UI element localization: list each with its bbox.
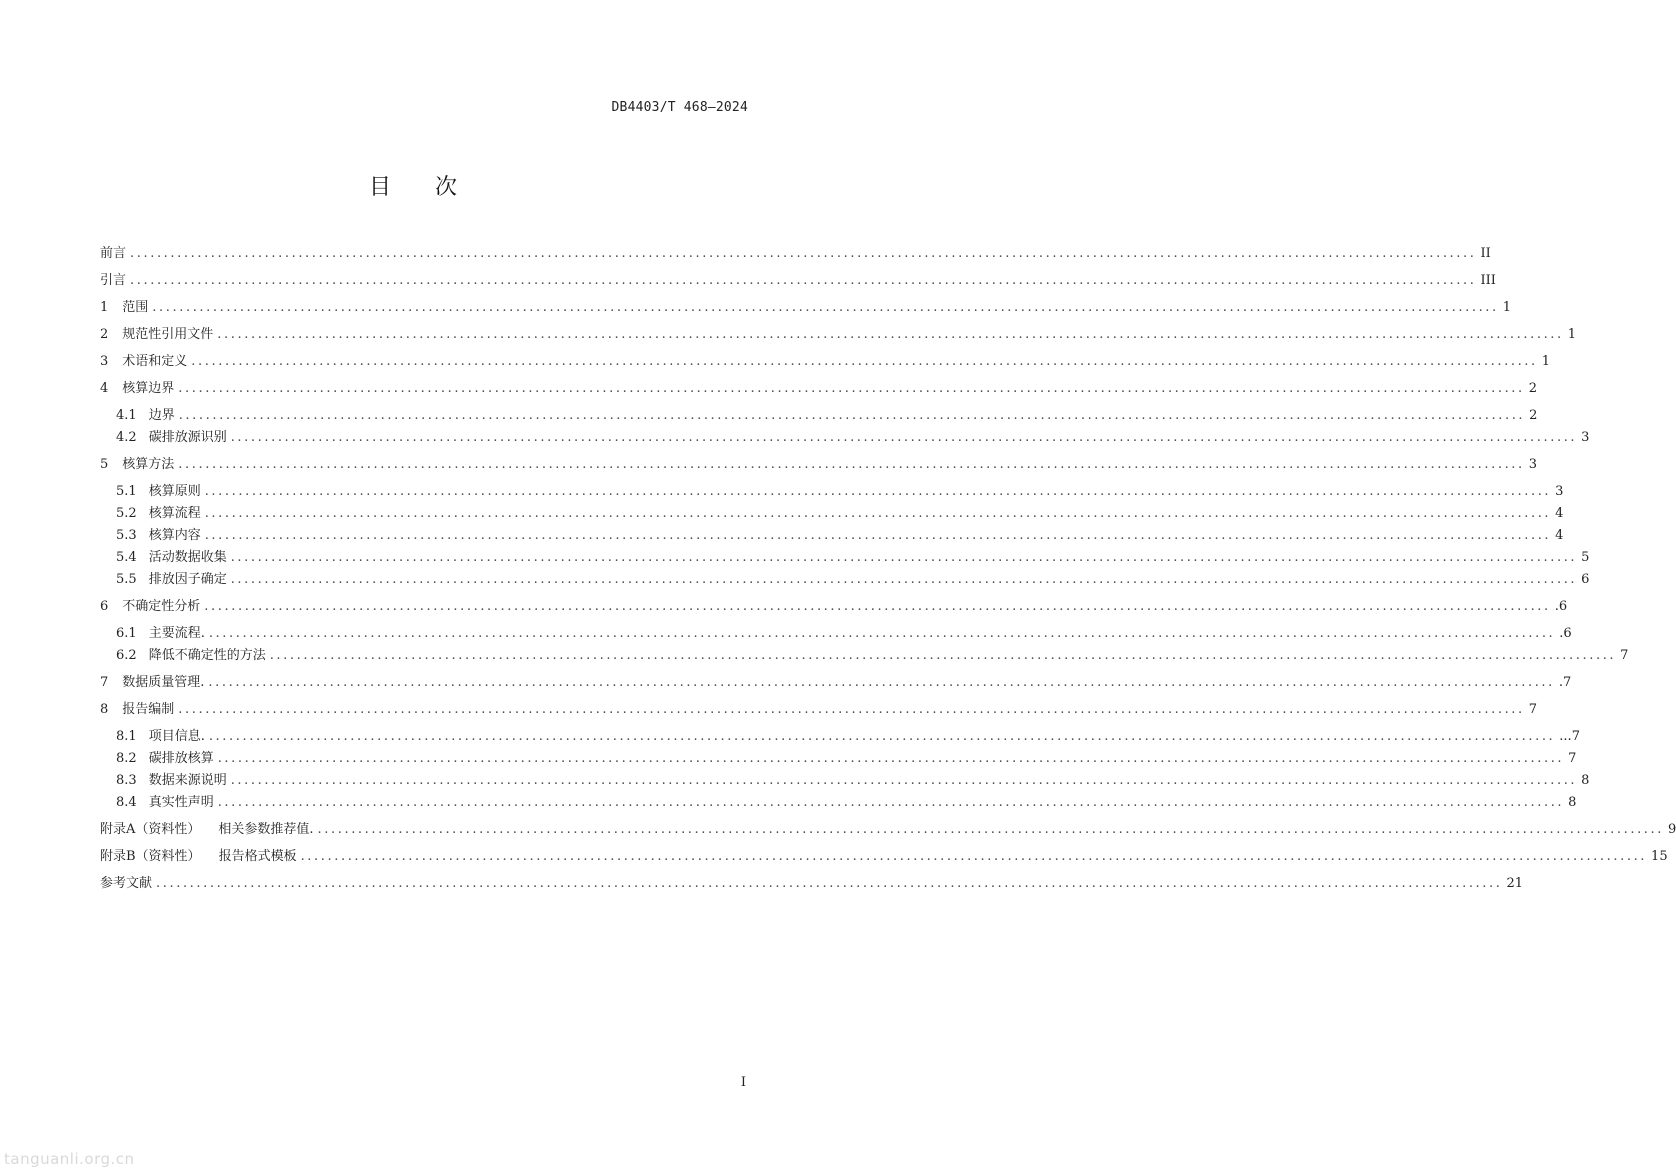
toc-leader-dots: ........................................................................................................................................................................................................ xyxy=(204,528,1552,543)
toc-entry-label: 相关参数推荐值. xyxy=(218,822,314,837)
document-code: DB4403/T 468—2024 xyxy=(611,100,748,115)
toc-leader-dots: ........................................................................................................................................................................................................ xyxy=(317,822,1664,837)
toc-entry-number: 8.3 xyxy=(116,773,137,788)
toc-entry[interactable] xyxy=(100,700,1538,720)
toc-entry[interactable] xyxy=(100,847,1668,867)
toc-entry[interactable] xyxy=(116,504,1564,524)
toc-entry[interactable] xyxy=(116,428,1590,448)
toc-leader-dots: ........................................................................................................................................................................................................ xyxy=(217,795,1565,810)
toc-entry[interactable] xyxy=(100,325,1577,345)
toc-leader-dots: ........................................................................................................................................................................................................ xyxy=(178,381,1525,396)
toc-leader-dots: ........................................................................................................................................................................................................ xyxy=(204,506,1552,521)
toc-entry-page: 2 xyxy=(1528,381,1538,396)
toc-entry-page: III xyxy=(1480,273,1496,288)
toc-leader-dots: ........................................................................................................................................................................................................ xyxy=(130,246,1477,261)
toc-entry-page: 9 xyxy=(1668,822,1676,837)
toc-entry-page: 7 xyxy=(1620,648,1629,663)
toc-entry-label: 核算内容 xyxy=(148,528,201,543)
toc-entry-page: 2 xyxy=(1529,408,1538,423)
toc-entry[interactable] xyxy=(100,352,1551,372)
toc-entry-label: 不确定性分析 xyxy=(122,599,201,614)
toc-entry-label: 主要流程. xyxy=(148,626,205,641)
toc-entry-number: 6.2 xyxy=(116,648,137,663)
toc-entry[interactable] xyxy=(116,526,1564,546)
toc-entry-label: 规范性引用文件 xyxy=(122,327,214,342)
toc-leader-dots: ........................................................................................................................................................................................................ xyxy=(208,626,1556,641)
toc-entry-label: 引言 xyxy=(100,273,127,288)
toc-entry-number: 6.1 xyxy=(116,626,137,641)
toc-entry-number: 6 xyxy=(100,599,109,614)
toc-entry[interactable] xyxy=(116,482,1564,502)
toc-entry-label: 核算原则 xyxy=(148,484,201,499)
toc-entry-number: 8.1 xyxy=(116,729,137,744)
toc-entry-number: 8 xyxy=(100,702,109,717)
toc-entry-label: 核算流程 xyxy=(148,506,201,521)
toc-entry[interactable] xyxy=(116,624,1572,644)
toc-entry[interactable] xyxy=(116,406,1538,426)
toc-entry-label: 项目信息. xyxy=(148,729,205,744)
toc-entry-label: 报告格式模板 xyxy=(218,849,297,864)
toc-entry-number: 7 xyxy=(100,675,109,690)
toc-entry-number: 3 xyxy=(100,354,109,369)
title-char-2: 次 xyxy=(435,175,458,200)
toc-entry-page: .6 xyxy=(1554,599,1568,614)
toc-entry-number: 4.1 xyxy=(116,408,137,423)
watermark: tanguanli.org.cn xyxy=(4,1150,135,1168)
toc-entry-label: 活动数据收集 xyxy=(148,550,227,565)
toc-entry-label: 数据质量管理. xyxy=(122,675,205,690)
toc-entry-page: 5 xyxy=(1581,550,1590,565)
title-char-1: 目 xyxy=(368,175,391,200)
toc-leader-dots: ........................................................................................................................................................................................................ xyxy=(152,300,1499,315)
toc-entry-page: ...7 xyxy=(1559,729,1580,744)
toc-entry-page: II xyxy=(1480,246,1491,261)
toc-leader-dots: ........................................................................................................................................................................................................ xyxy=(217,327,1564,342)
toc-entry-label: 碳排放核算 xyxy=(148,751,214,766)
toc-leader-dots: ........................................................................................................................................................................................................ xyxy=(204,484,1552,499)
toc-entry[interactable] xyxy=(100,820,1676,840)
toc-entry-page: 6 xyxy=(1581,572,1590,587)
toc-entry-page: 7 xyxy=(1568,751,1577,766)
toc-leader-dots: ........................................................................................................................................................................................................ xyxy=(230,430,1578,445)
toc-leader-dots: ........................................................................................................................................................................................................ xyxy=(191,354,1538,369)
toc-entry-page: 3 xyxy=(1528,457,1538,472)
toc-entry[interactable] xyxy=(116,749,1577,769)
toc-entry-number: 5 xyxy=(100,457,109,472)
toc-entry-page: 8 xyxy=(1581,773,1590,788)
toc-leader-dots: ........................................................................................................................................................................................................ xyxy=(269,648,1617,663)
toc-entry-page: .6 xyxy=(1559,626,1572,641)
toc-leader-dots: ........................................................................................................................................................................................................ xyxy=(156,876,1503,891)
toc-leader-dots: ........................................................................................................................................................................................................ xyxy=(178,457,1525,472)
toc-entry-page: 15 xyxy=(1651,849,1668,864)
toc-entry-page: 1 xyxy=(1541,354,1551,369)
toc-entry-number: 5.1 xyxy=(116,484,137,499)
toc-entry-label: 核算边界 xyxy=(122,381,175,396)
toc-entry-page: 3 xyxy=(1555,484,1564,499)
toc-entry-page: 4 xyxy=(1555,506,1564,521)
toc-entry-page: .7 xyxy=(1558,675,1572,690)
toc-entry-label: 排放因子确定 xyxy=(148,572,227,587)
toc-leader-dots: ........................................................................................................................................................................................................ xyxy=(300,849,1648,864)
toc-leader-dots: ........................................................................................................................................................................................................ xyxy=(230,773,1578,788)
toc-entry-page: 7 xyxy=(1528,702,1538,717)
toc-entry-label: 报告编制 xyxy=(122,702,175,717)
toc-entry[interactable] xyxy=(116,771,1590,791)
toc-entry-number: 5.2 xyxy=(116,506,137,521)
toc-entry[interactable] xyxy=(100,244,1491,264)
toc-leader-dots: ........................................................................................................................................................................................................ xyxy=(217,751,1565,766)
toc-entry[interactable] xyxy=(116,727,1580,747)
toc-entry[interactable] xyxy=(100,455,1538,475)
toc-entry[interactable] xyxy=(100,673,1572,693)
toc-entry[interactable] xyxy=(100,379,1538,399)
toc-entry[interactable] xyxy=(116,570,1590,590)
toc-entry[interactable] xyxy=(116,793,1577,813)
toc-leader-dots: ........................................................................................................................................................................................................ xyxy=(130,273,1477,288)
toc-entry[interactable] xyxy=(116,548,1590,568)
toc-entry-number: 附录B（资料性） xyxy=(100,849,201,864)
toc-entry[interactable] xyxy=(116,646,1629,666)
toc-entry-number: 1 xyxy=(100,300,109,315)
toc-entry-label: 前言 xyxy=(100,246,127,261)
toc-leader-dots: ........................................................................................................................................................................................................ xyxy=(208,675,1555,690)
toc-entry-page: 3 xyxy=(1581,430,1590,445)
toc-leader-dots: ........................................................................................................................................................................................................ xyxy=(208,729,1556,744)
toc-entry-label: 碳排放源识别 xyxy=(148,430,227,445)
toc-entry-page: 8 xyxy=(1568,795,1577,810)
toc-entry[interactable] xyxy=(100,271,1496,291)
toc-entry-number: 5.3 xyxy=(116,528,137,543)
toc-entry-label: 降低不确定性的方法 xyxy=(148,648,266,663)
toc-entry-number: 4.2 xyxy=(116,430,137,445)
toc-entry-label: 参考文献 xyxy=(100,876,153,891)
toc-leader-dots: ........................................................................................................................................................................................................ xyxy=(178,408,1526,423)
toc-entry-label: 核算方法 xyxy=(122,457,175,472)
toc-entry-number: 8.2 xyxy=(116,751,137,766)
toc-entry-number: 附录A（资料性） xyxy=(100,822,201,837)
page-title xyxy=(0,170,826,201)
toc-entry-label: 术语和定义 xyxy=(122,354,188,369)
toc-entry-label: 真实性声明 xyxy=(148,795,214,810)
toc-leader-dots: ........................................................................................................................................................................................................ xyxy=(204,599,1551,614)
toc-entry[interactable] xyxy=(100,298,1512,318)
toc-entry-number: 4 xyxy=(100,381,109,396)
toc-entry-number: 8.4 xyxy=(116,795,137,810)
toc-entry-number: 2 xyxy=(100,327,109,342)
toc-leader-dots: ........................................................................................................................................................................................................ xyxy=(230,572,1578,587)
toc-entry-number: 5.5 xyxy=(116,572,137,587)
toc-entry[interactable] xyxy=(100,874,1524,894)
toc-entry-label: 范围 xyxy=(122,300,149,315)
toc-entry-label: 边界 xyxy=(148,408,175,423)
toc-entry-page: 1 xyxy=(1567,327,1577,342)
page-number: I xyxy=(740,1075,746,1090)
toc-entry-page: 4 xyxy=(1555,528,1564,543)
toc-leader-dots: ........................................................................................................................................................................................................ xyxy=(178,702,1525,717)
toc-entry[interactable] xyxy=(100,597,1568,617)
toc-entry-label: 数据来源说明 xyxy=(148,773,227,788)
toc-entry-page: 21 xyxy=(1506,876,1524,891)
toc-entry-page: 1 xyxy=(1502,300,1512,315)
toc-leader-dots: ........................................................................................................................................................................................................ xyxy=(230,550,1578,565)
toc-entry-number: 5.4 xyxy=(116,550,137,565)
